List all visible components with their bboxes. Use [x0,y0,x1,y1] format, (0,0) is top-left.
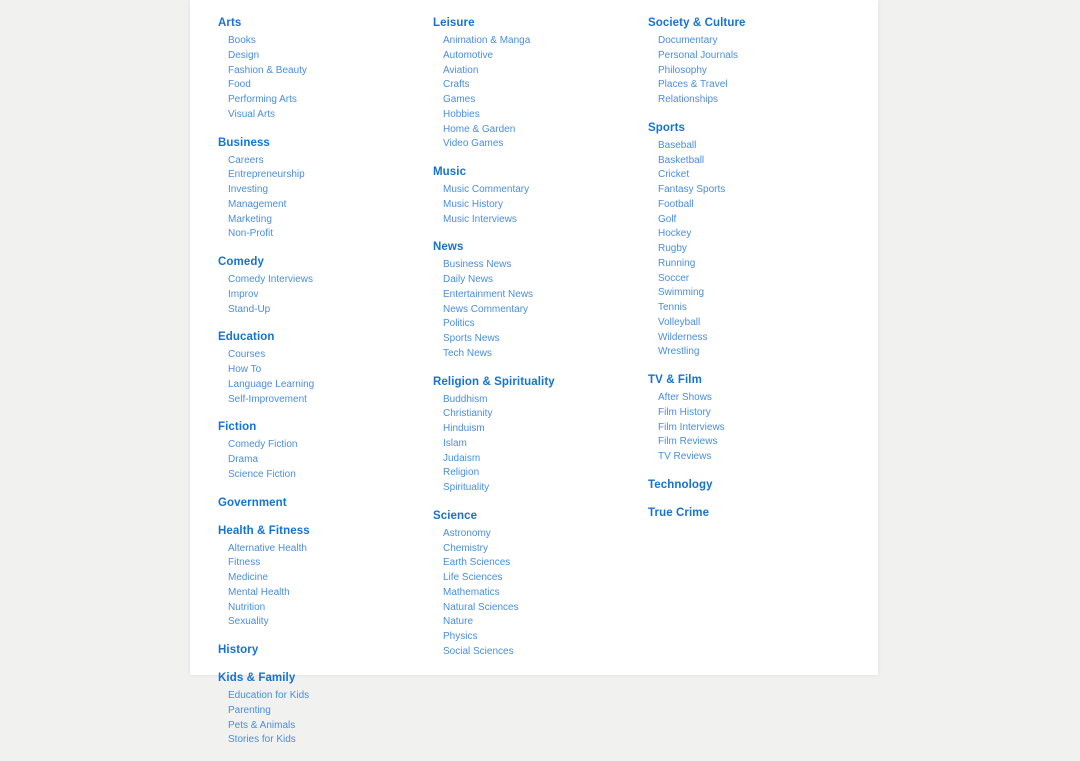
subcategory-list [228,688,433,747]
subcategory-link[interactable]: Improv [228,288,259,300]
list-item [443,331,648,346]
list-item [228,197,433,212]
list-item [658,33,863,48]
category-heading[interactable]: History [218,644,259,656]
category-heading[interactable]: Health & Fitness [218,524,310,537]
category-heading[interactable]: Government [218,496,287,509]
list-item [443,451,648,466]
list-item [658,344,863,359]
category-section [648,506,863,520]
subcategory-link[interactable]: Physics [443,631,478,642]
list-item [658,153,863,168]
subcategory-list [228,272,433,316]
list-item [228,703,433,718]
subcategory-link[interactable]: Games [443,94,476,105]
list-item [443,614,648,629]
list-item [443,257,648,272]
list-item [658,77,863,92]
list-item [228,226,433,241]
list-item [658,449,863,464]
subcategory-link[interactable]: Fitness [228,557,261,569]
list-item [443,346,648,361]
list-item [443,63,648,78]
subcategory-link[interactable]: Nature [443,616,474,628]
category-heading[interactable]: Religion & Spirituality [433,375,555,388]
category-heading[interactable]: Kids & Family [218,672,296,684]
list-item [443,480,648,495]
subcategory-link[interactable]: Swimming [658,287,705,299]
list-item [658,420,863,435]
subcategory-link[interactable]: Video Games [443,138,504,150]
categories-panel [190,0,878,746]
category-section [648,478,863,492]
list-item [228,362,433,377]
subcategory-link[interactable]: Running [658,257,696,269]
subcategory-link[interactable]: Earth Sciences [443,557,511,569]
list-item [658,315,863,330]
list-item [228,48,433,63]
subcategory-link[interactable]: Business News [443,259,512,271]
subcategory-link[interactable]: Baseball [658,139,697,151]
list-item [228,167,433,182]
subcategory-link[interactable]: Marketing [228,213,272,225]
category-section [433,16,648,151]
subcategory-link[interactable]: Nutrition [228,601,266,613]
category-section [433,240,648,360]
subcategory-list [228,541,433,630]
subcategory-link[interactable]: Social Sciences [443,645,514,657]
list-item [228,92,433,107]
subcategory-link[interactable]: Judaism [443,452,481,464]
subcategory-link[interactable]: Music Commentary [443,184,530,195]
list-item [228,377,433,392]
subcategory-link[interactable]: Entertainment News [443,288,534,300]
list-item [658,300,863,315]
subcategory-link[interactable]: Parenting [228,704,271,716]
category-section [218,16,433,122]
category-heading[interactable]: Comedy [218,256,264,268]
subcategory-list [443,182,648,226]
list-item [443,600,648,615]
subcategory-link[interactable]: Animation & Manga [443,35,531,46]
subcategory-link[interactable]: Careers [228,154,264,166]
subcategory-link[interactable]: Stories for Kids [228,734,296,746]
subcategory-link[interactable]: Visual Arts [228,108,276,120]
subcategory-link[interactable]: Hinduism [443,423,485,434]
list-item [228,614,433,629]
list-item [228,392,433,407]
list-item [228,287,433,302]
list-item [658,390,863,405]
category-heading[interactable]: News [433,241,464,254]
list-item [658,197,863,212]
subcategory-list [228,437,433,481]
list-item [443,77,648,92]
subcategory-link[interactable]: Wrestling [658,346,700,358]
subcategory-link[interactable]: Chemistry [443,542,489,554]
subcategory-link[interactable]: Fantasy Sports [658,184,726,195]
subcategory-link[interactable]: Music Interviews [443,213,517,225]
list-item [443,302,648,317]
subcategory-link[interactable]: Astronomy [443,527,491,539]
subcategory-link[interactable]: Mathematics [443,586,500,598]
subcategory-link[interactable]: Food [228,79,251,91]
subcategory-link[interactable]: Home & Garden [443,123,516,135]
list-item [443,48,648,63]
category-heading[interactable]: Science [433,509,478,522]
list-item [658,285,863,300]
category-heading[interactable]: Arts [218,17,242,29]
list-item [658,434,863,449]
subcategory-link[interactable]: Non-Profit [228,228,274,240]
category-heading[interactable]: Music [433,166,467,178]
category-section [218,330,433,406]
subcategory-link[interactable]: Stand-Up [228,303,271,315]
list-item [228,452,433,467]
category-heading[interactable]: Society & Culture [648,17,746,29]
category-section [433,375,648,495]
subcategory-link[interactable]: Places & Travel [658,79,728,91]
subcategory-link[interactable]: Natural Sciences [443,601,519,613]
subcategory-list [658,33,863,107]
list-item [228,33,433,48]
subcategory-list [443,257,648,360]
subcategory-link[interactable]: Medicine [228,572,269,583]
subcategory-list [443,33,648,151]
list-item [443,421,648,436]
category-section [218,420,433,481]
list-item [658,330,863,345]
subcategory-link[interactable]: Investing [228,184,269,195]
list-item [658,271,863,286]
category-column-3 [648,16,863,534]
category-section [433,509,648,659]
subcategory-list [228,347,433,406]
list-item [228,732,433,747]
list-item [443,33,648,48]
subcategory-link[interactable]: Sports News [443,333,500,344]
subcategory-link[interactable]: Film History [658,406,711,418]
category-heading[interactable]: True Crime [648,506,710,519]
list-item [228,302,433,317]
subcategory-list [228,33,433,122]
subcategory-list [443,392,648,495]
list-item [658,241,863,256]
subcategory-link[interactable]: Drama [228,454,259,465]
category-section [648,16,863,107]
subcategory-link[interactable]: Golf [658,213,677,225]
subcategory-link[interactable]: Hockey [658,228,692,240]
list-item [228,212,433,227]
subcategory-link[interactable]: Entrepreneurship [228,169,305,181]
list-item [228,467,433,482]
category-heading[interactable]: Education [218,331,275,344]
list-item [443,392,648,407]
subcategory-link[interactable]: Alternative Health [228,542,307,554]
category-heading[interactable]: Leisure [433,17,475,29]
subcategory-link[interactable]: Language Learning [228,378,315,390]
list-item [228,77,433,92]
subcategory-link[interactable]: Hobbies [443,108,480,120]
list-item [443,316,648,331]
subcategory-link[interactable]: Personal Journals [658,49,739,61]
list-item [443,526,648,541]
list-item [443,272,648,287]
subcategory-link[interactable]: Rugby [658,243,687,254]
subcategory-link[interactable]: Mental Health [228,586,290,598]
subcategory-link[interactable]: Pets & Animals [228,719,296,731]
list-item [658,92,863,107]
subcategory-link[interactable]: Tech News [443,347,492,359]
subcategory-link[interactable]: Football [658,198,694,210]
subcategory-link[interactable]: Christianity [443,408,493,420]
list-item [658,167,863,182]
subcategory-link[interactable]: Crafts [443,79,470,91]
list-item [443,570,648,585]
subcategory-link[interactable]: Music History [443,198,504,210]
list-item [443,182,648,197]
subcategory-link[interactable]: TV Reviews [658,451,712,462]
subcategory-link[interactable]: Politics [443,318,475,330]
list-item [443,197,648,212]
list-item [658,256,863,271]
list-item [443,406,648,421]
category-section [648,373,863,464]
list-item [658,212,863,227]
list-item [228,718,433,733]
subcategory-link[interactable]: Daily News [443,274,494,285]
list-item [228,585,433,600]
list-item [658,63,863,78]
list-item [443,136,648,151]
category-heading[interactable]: Fiction [218,421,257,434]
list-item [658,138,863,153]
list-item [443,436,648,451]
list-item [658,226,863,241]
subcategory-link[interactable]: Tennis [658,302,687,313]
category-column-1 [218,16,433,761]
category-heading[interactable]: Technology [648,478,713,491]
subcategory-link[interactable]: Cricket [658,169,690,181]
subcategory-link[interactable]: Volleyball [658,316,701,328]
list-item [443,644,648,659]
list-item [658,48,863,63]
category-section [218,136,433,242]
subcategory-link[interactable]: Film Reviews [658,436,718,448]
category-section [218,643,433,657]
category-heading[interactable]: Sports [648,121,686,134]
subcategory-link[interactable]: Film Interviews [658,421,725,433]
category-section [218,524,433,630]
subcategory-link[interactable]: Life Sciences [443,572,503,583]
subcategory-link[interactable]: After Shows [658,392,712,403]
subcategory-link[interactable]: Relationships [658,94,719,105]
subcategory-link[interactable]: Basketball [658,154,705,166]
list-item [228,63,433,78]
list-item [228,555,433,570]
list-item [443,541,648,556]
list-item [443,555,648,570]
subcategory-link[interactable]: Soccer [658,272,690,284]
subcategory-list [658,138,863,359]
subcategory-link[interactable]: Automotive [443,49,494,61]
list-item [228,570,433,585]
subcategory-link[interactable]: Documentary [658,35,718,46]
subcategory-link[interactable]: How To [228,364,262,375]
subcategory-link[interactable]: News Commentary [443,303,529,315]
category-heading[interactable]: Business [218,136,270,149]
list-item [443,287,648,302]
subcategory-link[interactable]: Fashion & Beauty [228,64,307,76]
subcategory-link[interactable]: Courses [228,349,266,361]
subcategory-link[interactable]: Science Fiction [228,468,296,480]
subcategory-link[interactable]: Buddhism [443,393,488,405]
list-item [443,629,648,644]
list-item [228,182,433,197]
list-item [228,437,433,452]
subcategory-link[interactable]: Spirituality [443,482,490,493]
subcategory-link[interactable]: Philosophy [658,64,707,76]
list-item [228,688,433,703]
subcategory-link[interactable]: Books [228,35,256,46]
list-item [443,465,648,480]
category-section [433,165,648,226]
list-item [658,405,863,420]
list-item [228,272,433,287]
subcategory-list [228,153,433,242]
list-item [228,600,433,615]
category-column-2 [433,16,648,673]
category-heading[interactable]: TV & Film [648,374,702,386]
list-item [443,92,648,107]
subcategory-link[interactable]: Education for Kids [228,690,310,701]
subcategory-link[interactable]: Design [228,49,260,61]
category-section [218,671,433,747]
category-section [218,496,433,510]
category-section [648,121,863,359]
subcategory-link[interactable]: Sexuality [228,616,269,628]
subcategory-link[interactable]: Management [228,198,287,210]
subcategory-link[interactable]: Islam [443,437,467,449]
category-section [218,255,433,316]
list-item [228,541,433,556]
subcategory-link[interactable]: Aviation [443,64,479,76]
list-item [228,153,433,168]
subcategory-link[interactable]: Religion [443,467,480,479]
list-item [443,212,648,227]
list-item [443,107,648,122]
subcategory-link[interactable]: Comedy Interviews [228,274,314,285]
subcategory-link[interactable]: Wilderness [658,331,708,343]
subcategory-link[interactable]: Comedy Fiction [228,439,298,451]
list-item [228,107,433,122]
list-item [443,585,648,600]
subcategory-list [443,526,648,659]
list-item [228,347,433,362]
category-columns [218,16,878,761]
list-item [658,182,863,197]
subcategory-link[interactable]: Self-Improvement [228,393,307,405]
subcategory-list [658,390,863,464]
list-item [443,122,648,137]
subcategory-link[interactable]: Performing Arts [228,94,297,105]
